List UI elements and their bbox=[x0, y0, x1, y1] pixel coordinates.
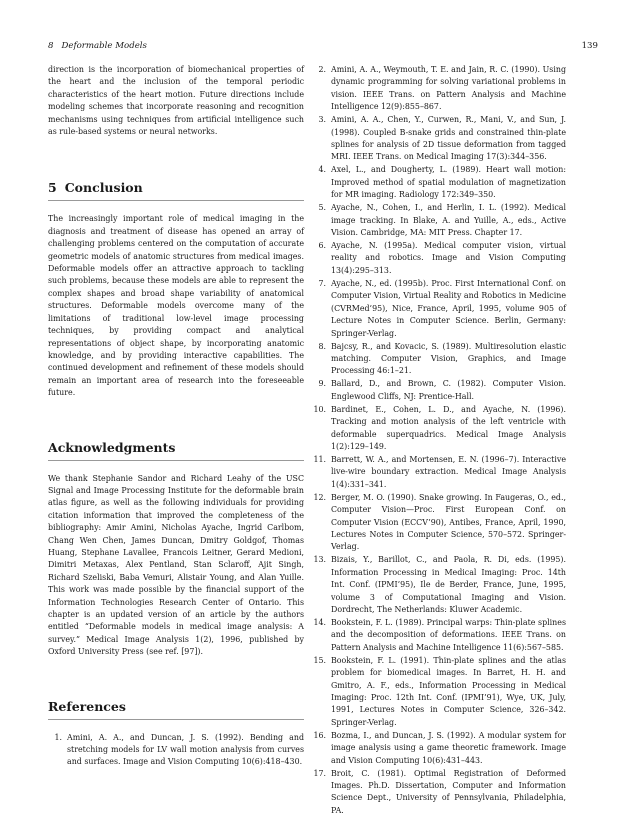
acknowledgments-paragraph: We thank Stephanie Sandor and Richard Leahy of the USC Signal and Image Processing Institute for the deformable brain atlas figure, as well as the following individuals for providing citation information that improved the completeness of the bibliography: Amir Amini, Nicholas Ayache, Ingrid Carlbom, Chang Wen Chen, James Duncan, Dmitry Goldgof, Thomas Huang, Stephane Lavallee, Francois Leitner, Gerard Medioni, Dimitri Metaxas, Alex Pentland, Stan Sclaroff, Ajit Singh, Richard Szeliski, Baba Vemuri, Alistair Young, and Alan Yuille. This work was made possible by the financial support of the Information Technologies Research Center of Ontario. This chapter is an updated version of an article by the authors entitled “Deformable models in medical image analysis: A survey.” Medical Image Analysis 1(2), 1996, published by Oxford University Press (see ref. [97]). bbox=[48, 473, 304, 657]
reference-text: Amini, A. A., and Duncan, J. S. (1992). Bending and stretching models for LV wall motion analysis from curves and surfaces. Image and Vision Computing 10(6):418–430. bbox=[67, 732, 304, 767]
reference-number: 3. bbox=[318, 115, 326, 125]
reference-item bbox=[312, 730, 566, 767]
running-header-left bbox=[48, 40, 147, 52]
reference-number: 10. bbox=[313, 404, 326, 414]
right-column bbox=[312, 64, 566, 818]
left-column bbox=[48, 64, 304, 769]
reference-number: 2. bbox=[318, 65, 326, 74]
reference-item bbox=[312, 404, 566, 454]
reference-number: 14. bbox=[313, 618, 326, 627]
chapter-title: Deformable Models bbox=[61, 41, 147, 51]
reference-item bbox=[312, 202, 566, 239]
reference-item bbox=[312, 617, 566, 654]
chapter-number: 8 bbox=[48, 41, 54, 51]
reference-item bbox=[312, 164, 566, 201]
intro-paragraph: direction is the incorporation of biomechanical properties of the heart and the inclusion of the temporal periodic characteristics of the heart motion. Future directions include modeling schemes that incorporate reasoning and recognition mechanisms using techniques from artificial intelligence such as rule-based systems or neural networks. bbox=[48, 65, 304, 137]
reference-text: Ayache, N., Cohen, I., and Herlin, I. L. (1992). Medical image tracking. In Blake, A. and Yuille, A., eds., Active Vision. Cambridge, MA: MIT Press. Chapter 17. bbox=[331, 203, 566, 238]
reference-number: 1. bbox=[54, 732, 62, 742]
reference-number: 13. bbox=[313, 555, 326, 565]
reference-item bbox=[312, 64, 566, 114]
reference-number: 16. bbox=[313, 730, 326, 740]
page-number: 139 bbox=[581, 41, 598, 51]
reference-text: Bookstein, F. L. (1989). Principal warps: Thin-plate splines and the decomposition of deformations. IEEE Trans. on Pattern Analysis and Machine Intelligence 11(6):567–585. bbox=[331, 618, 566, 652]
reference-item bbox=[312, 378, 566, 403]
reference-item bbox=[312, 554, 566, 616]
section-rule bbox=[48, 200, 304, 201]
reference-text: Amini, A. A., Weymouth, T. E. and Jain, R. C. (1990). Using dynamic programming for solving variational problems in vision. IEEE Trans. on Pattern Analysis and Machine Intelligence 12(9):855–867. bbox=[331, 65, 566, 112]
reference-text: Amini, A. A., Chen, Y., Curwen, R., Mani, V., and Sun, J. (1998). Coupled B-snake grids and constrained thin-plate splines for analysis of 2D tissue deformation from tagged MRI. IEEE Trans. on Medical Imaging 17(3):344–356. bbox=[331, 115, 566, 162]
conclusion-heading bbox=[48, 180, 304, 196]
conclusion-title: Conclusion bbox=[64, 180, 143, 196]
reference-number: 9. bbox=[318, 379, 326, 389]
reference-text: Axel, L., and Dougherty, L. (1989). Heart wall motion: Improved method of spatial modulation of magnetization for MR imaging. Radiology 172:349–350. bbox=[331, 165, 566, 200]
reference-item bbox=[312, 655, 566, 729]
reference-text: Bardinet, E., Cohen, L. D., and Ayache, N. (1996). Tracking and motion analysis of the left ventricle with deformable superquadrics. Medical Image Analysis 1(2):129–149. bbox=[331, 404, 566, 451]
reference-number: 4. bbox=[318, 165, 326, 175]
reference-text: Ayache, N. (1995a). Medical computer vision, virtual reality and robotics. Image and Vision Computing 13(4):295–313. bbox=[331, 241, 566, 275]
references-heading: References bbox=[48, 698, 126, 714]
reference-list-left bbox=[48, 732, 304, 769]
reference-text: Bozma, I., and Duncan, J. S. (1992). A modular system for image analysis using a game theoretic framework. Image and Vision Computing 10(6):431–443. bbox=[331, 730, 566, 765]
reference-number: 11. bbox=[313, 454, 326, 464]
reference-text: Ballard, D., and Brown, C. (1982). Computer Vision. Englewood Cliffs, NJ: Prentice-Hall. bbox=[331, 379, 566, 401]
reference-text: Ayache, N., ed. (1995b). Proc. First International Conf. on Computer Vision, Virtual Reality and Robotics in Medicine (CVRMed’95), Nice, France, April, 1995, volume 905 of Lecture Notes in Computer Science. Berlin, Germany: Springer-Verlag. bbox=[331, 278, 566, 338]
reference-number: 15. bbox=[313, 655, 326, 665]
reference-number: 17. bbox=[313, 768, 326, 778]
reference-item bbox=[312, 278, 566, 340]
section-rule bbox=[48, 460, 304, 461]
reference-number: 6. bbox=[318, 241, 326, 251]
running-header bbox=[48, 40, 598, 52]
reference-item bbox=[312, 341, 566, 378]
acknowledgments-heading: Acknowledgments bbox=[48, 439, 176, 455]
section-rule bbox=[48, 719, 304, 720]
reference-number: 7. bbox=[318, 278, 326, 288]
reference-number: 5. bbox=[318, 203, 326, 213]
reference-item bbox=[48, 732, 304, 769]
reference-text: Bizais, Y., Barillot, C., and Paola, R. Di, eds. (1995). Information Processing in Medical Imaging: Proc. 14th Int. Conf. (IPMI’95), Ile de Berder, France, June, 1995, volume 3 of Computational Imaging and Vision. Dordrecht, The Netherlands: Kluwer Academic. bbox=[331, 555, 566, 614]
reference-text: Berger, M. O. (1990). Snake growing. In Faugeras, O., ed., Computer Vision—Proc. First European Conf. on Computer Vision (ECCV’90), Antibes, France, April, 1990, Lectures Notes in Computer Science, 570–572. Springer-Verlag. bbox=[331, 492, 566, 552]
reference-list-right bbox=[312, 64, 566, 817]
reference-text: Broit, C. (1981). Optimal Registration of Deformed Images. Ph.D. Dissertation, Computer and Information Science Dept., University of Pennsylvania, Philadelphia, PA. bbox=[331, 768, 566, 815]
reference-text: Bajcsy, R., and Kovacic, S. (1989). Multiresolution elastic matching. Computer Vision, Graphics, and Image Processing 46:1–21. bbox=[331, 341, 566, 376]
reference-text: Barrett, W. A., and Mortensen, E. N. (1996–7). Interactive live-wire boundary extraction. Medical Image Analysis 1(4):331–341. bbox=[331, 454, 566, 489]
conclusion-number: 5 bbox=[48, 180, 57, 196]
reference-number: 8. bbox=[318, 341, 326, 351]
reference-item bbox=[312, 454, 566, 491]
reference-number: 12. bbox=[313, 492, 326, 502]
reference-item bbox=[312, 492, 566, 554]
conclusion-paragraph: The increasingly important role of medical imaging in the diagnosis and treatment of disease has opened an array of challenging problems centered on the computation of accurate geometric models of anatomic structures from medical images. Deformable models offer an attractive approach to tackling such problems, because these models are able to represent the complex shapes and broad shape variability of anatomical structures. Deformable models overcome many of the limitations of traditional low-level image processing techniques, by providing compact and analytical representations of object shape, by incorporating anatomic knowledge, and by providing interactive capabilities. The continued development and refinement of these models should remain an important area of research into the foreseeable future. bbox=[48, 214, 304, 398]
reference-text: Bookstein, F. L. (1991). Thin-plate splines and the atlas problem for biomedical images. In Barret, H. H. and Gmitro, A. F., eds., Information Processing in Medical Imaging: Proc. 12th Int. Conf. (IPMI’91), Wye, UK, July, 1991, Lectures Notes in Computer Science, 326–342. Springer-Verlag. bbox=[331, 655, 566, 727]
reference-item bbox=[312, 114, 566, 164]
reference-item bbox=[312, 768, 566, 818]
reference-item bbox=[312, 240, 566, 277]
